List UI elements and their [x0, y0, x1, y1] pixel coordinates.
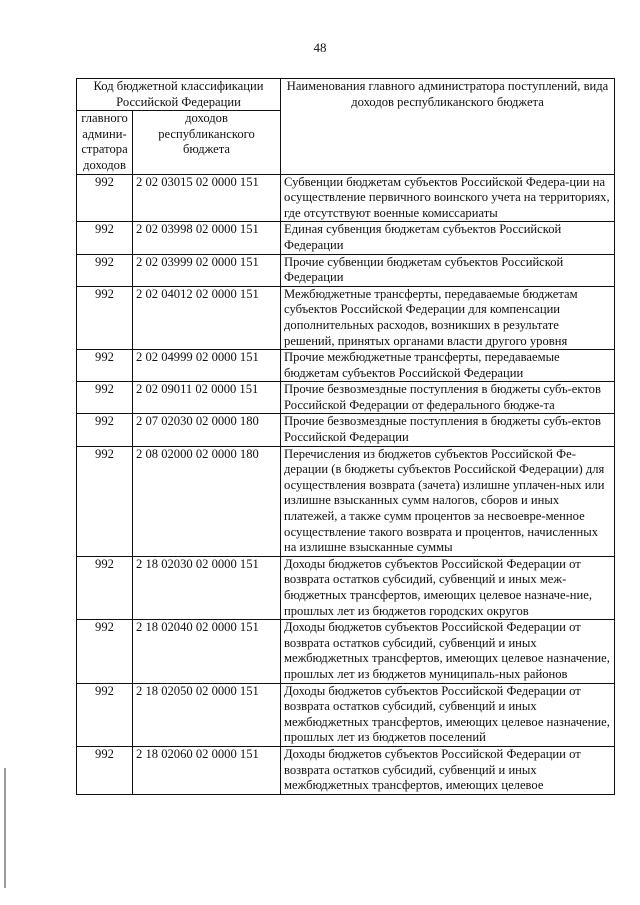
cell-income-name: Доходы бюджетов субъектов Российской Федерации от возврата остатков субсидий, субвенций и иных межбюджетных трансфертов, имеющих целевое назначение, прошлых лет из бюджетов поселений — [281, 683, 615, 746]
cell-income-name: Единая субвенция бюджетам субъектов Российской Федерации — [281, 222, 615, 254]
table-body — [77, 174, 615, 794]
cell-income-name: Прочие межбюджетные трансферты, передаваемые бюджетам субъектов Российской Федерации — [281, 350, 615, 382]
cell-income-code: 2 02 09011 02 0000 151 — [133, 382, 281, 414]
table-header — [77, 79, 615, 175]
cell-administrator-code: 992 — [77, 620, 133, 683]
cell-income-name: Перечисления из бюджетов субъектов Российской Фе-дерации (в бюджеты субъектов Российской Федерации) для осуществления возврата (зачета) излишне уплачен-ных или излишне взысканных сумм налогов, сборов и иных платежей, а также сумм процентов за несвоевре-менное осуществление такого возврата и процентов, начисленных на излишне взысканные суммы — [281, 446, 615, 556]
scan-margin-mark — [4, 768, 6, 888]
table-row — [77, 350, 615, 382]
table-row — [77, 222, 615, 254]
cell-income-code: 2 02 04999 02 0000 151 — [133, 350, 281, 382]
cell-income-name: Доходы бюджетов субъектов Российской Федерации от возврата остатков субсидий, субвенций и иных межбюджетных трансфертов, имеющих целевое — [281, 746, 615, 794]
table-row — [77, 746, 615, 794]
table-row — [77, 254, 615, 286]
table-row — [77, 446, 615, 556]
table-row — [77, 174, 615, 222]
cell-income-name: Прочие безвозмездные поступления в бюджеты субъ-ектов Российской Федерации — [281, 414, 615, 446]
page-number: 48 — [313, 40, 327, 55]
cell-administrator-code: 992 — [77, 446, 133, 556]
cell-income-code: 2 08 02000 02 0000 180 — [133, 446, 281, 556]
cell-administrator-code: 992 — [77, 746, 133, 794]
cell-administrator-code: 992 — [77, 556, 133, 619]
header-republican-budget-income: доходов республиканского бюджета — [133, 111, 281, 174]
cell-income-code: 2 02 04012 02 0000 151 — [133, 286, 281, 349]
cell-income-code: 2 18 02040 02 0000 151 — [133, 620, 281, 683]
cell-income-code: 2 02 03999 02 0000 151 — [133, 254, 281, 286]
cell-income-name: Межбюджетные трансферты, передаваемые бюджетам субъектов Российской Федерации для компенсации дополнительных расходов, возникших в результате решений, принятых органами власти другого уровня — [281, 286, 615, 349]
cell-income-code: 2 18 02060 02 0000 151 — [133, 746, 281, 794]
table-row — [77, 414, 615, 446]
cell-administrator-code: 992 — [77, 414, 133, 446]
table-row — [77, 382, 615, 414]
cell-administrator-code: 992 — [77, 683, 133, 746]
header-administrator-name: Наименования главного администратора поступлений, вида доходов республиканского бюджета — [281, 79, 615, 175]
table-row — [77, 556, 615, 619]
cell-income-name: Доходы бюджетов субъектов Российской Федерации от возврата остатков субсидий, субвенций и иных межбюджетных трансфертов, имеющих целевое назначение, прошлых лет из бюджетов муниципаль-ных районов — [281, 620, 615, 683]
cell-administrator-code: 992 — [77, 254, 133, 286]
cell-administrator-code: 992 — [77, 350, 133, 382]
budget-classification-table — [76, 78, 615, 795]
cell-income-name: Субвенции бюджетам субъектов Российской Федера-ции на осуществление первичного воинского учета на территориях, где отсутствуют военные комиссариаты — [281, 174, 615, 222]
cell-income-code: 2 18 02050 02 0000 151 — [133, 683, 281, 746]
header-budget-classification-code: Код бюджетной классификации Российской Федерации — [77, 79, 281, 111]
cell-administrator-code: 992 — [77, 222, 133, 254]
cell-income-code: 2 07 02030 02 0000 180 — [133, 414, 281, 446]
table-row — [77, 286, 615, 349]
cell-income-code: 2 18 02030 02 0000 151 — [133, 556, 281, 619]
cell-administrator-code: 992 — [77, 382, 133, 414]
table-row — [77, 620, 615, 683]
cell-income-name: Прочие безвозмездные поступления в бюджеты субъ-ектов Российской Федерации от федерального бюдже-та — [281, 382, 615, 414]
cell-income-code: 2 02 03015 02 0000 151 — [133, 174, 281, 222]
cell-administrator-code: 992 — [77, 174, 133, 222]
header-main-administrator: главного админи-стратора доходов — [77, 111, 133, 174]
cell-income-code: 2 02 03998 02 0000 151 — [133, 222, 281, 254]
cell-income-name: Доходы бюджетов субъектов Российской Федерации от возврата остатков субсидий, субвенций и иных меж-бюджетных трансфертов, имеющих целевое назначе-ние, прошлых лет из бюджетов городских округов — [281, 556, 615, 619]
table-row — [77, 683, 615, 746]
cell-income-name: Прочие субвенции бюджетам субъектов Российской Федерации — [281, 254, 615, 286]
cell-administrator-code: 992 — [77, 286, 133, 349]
